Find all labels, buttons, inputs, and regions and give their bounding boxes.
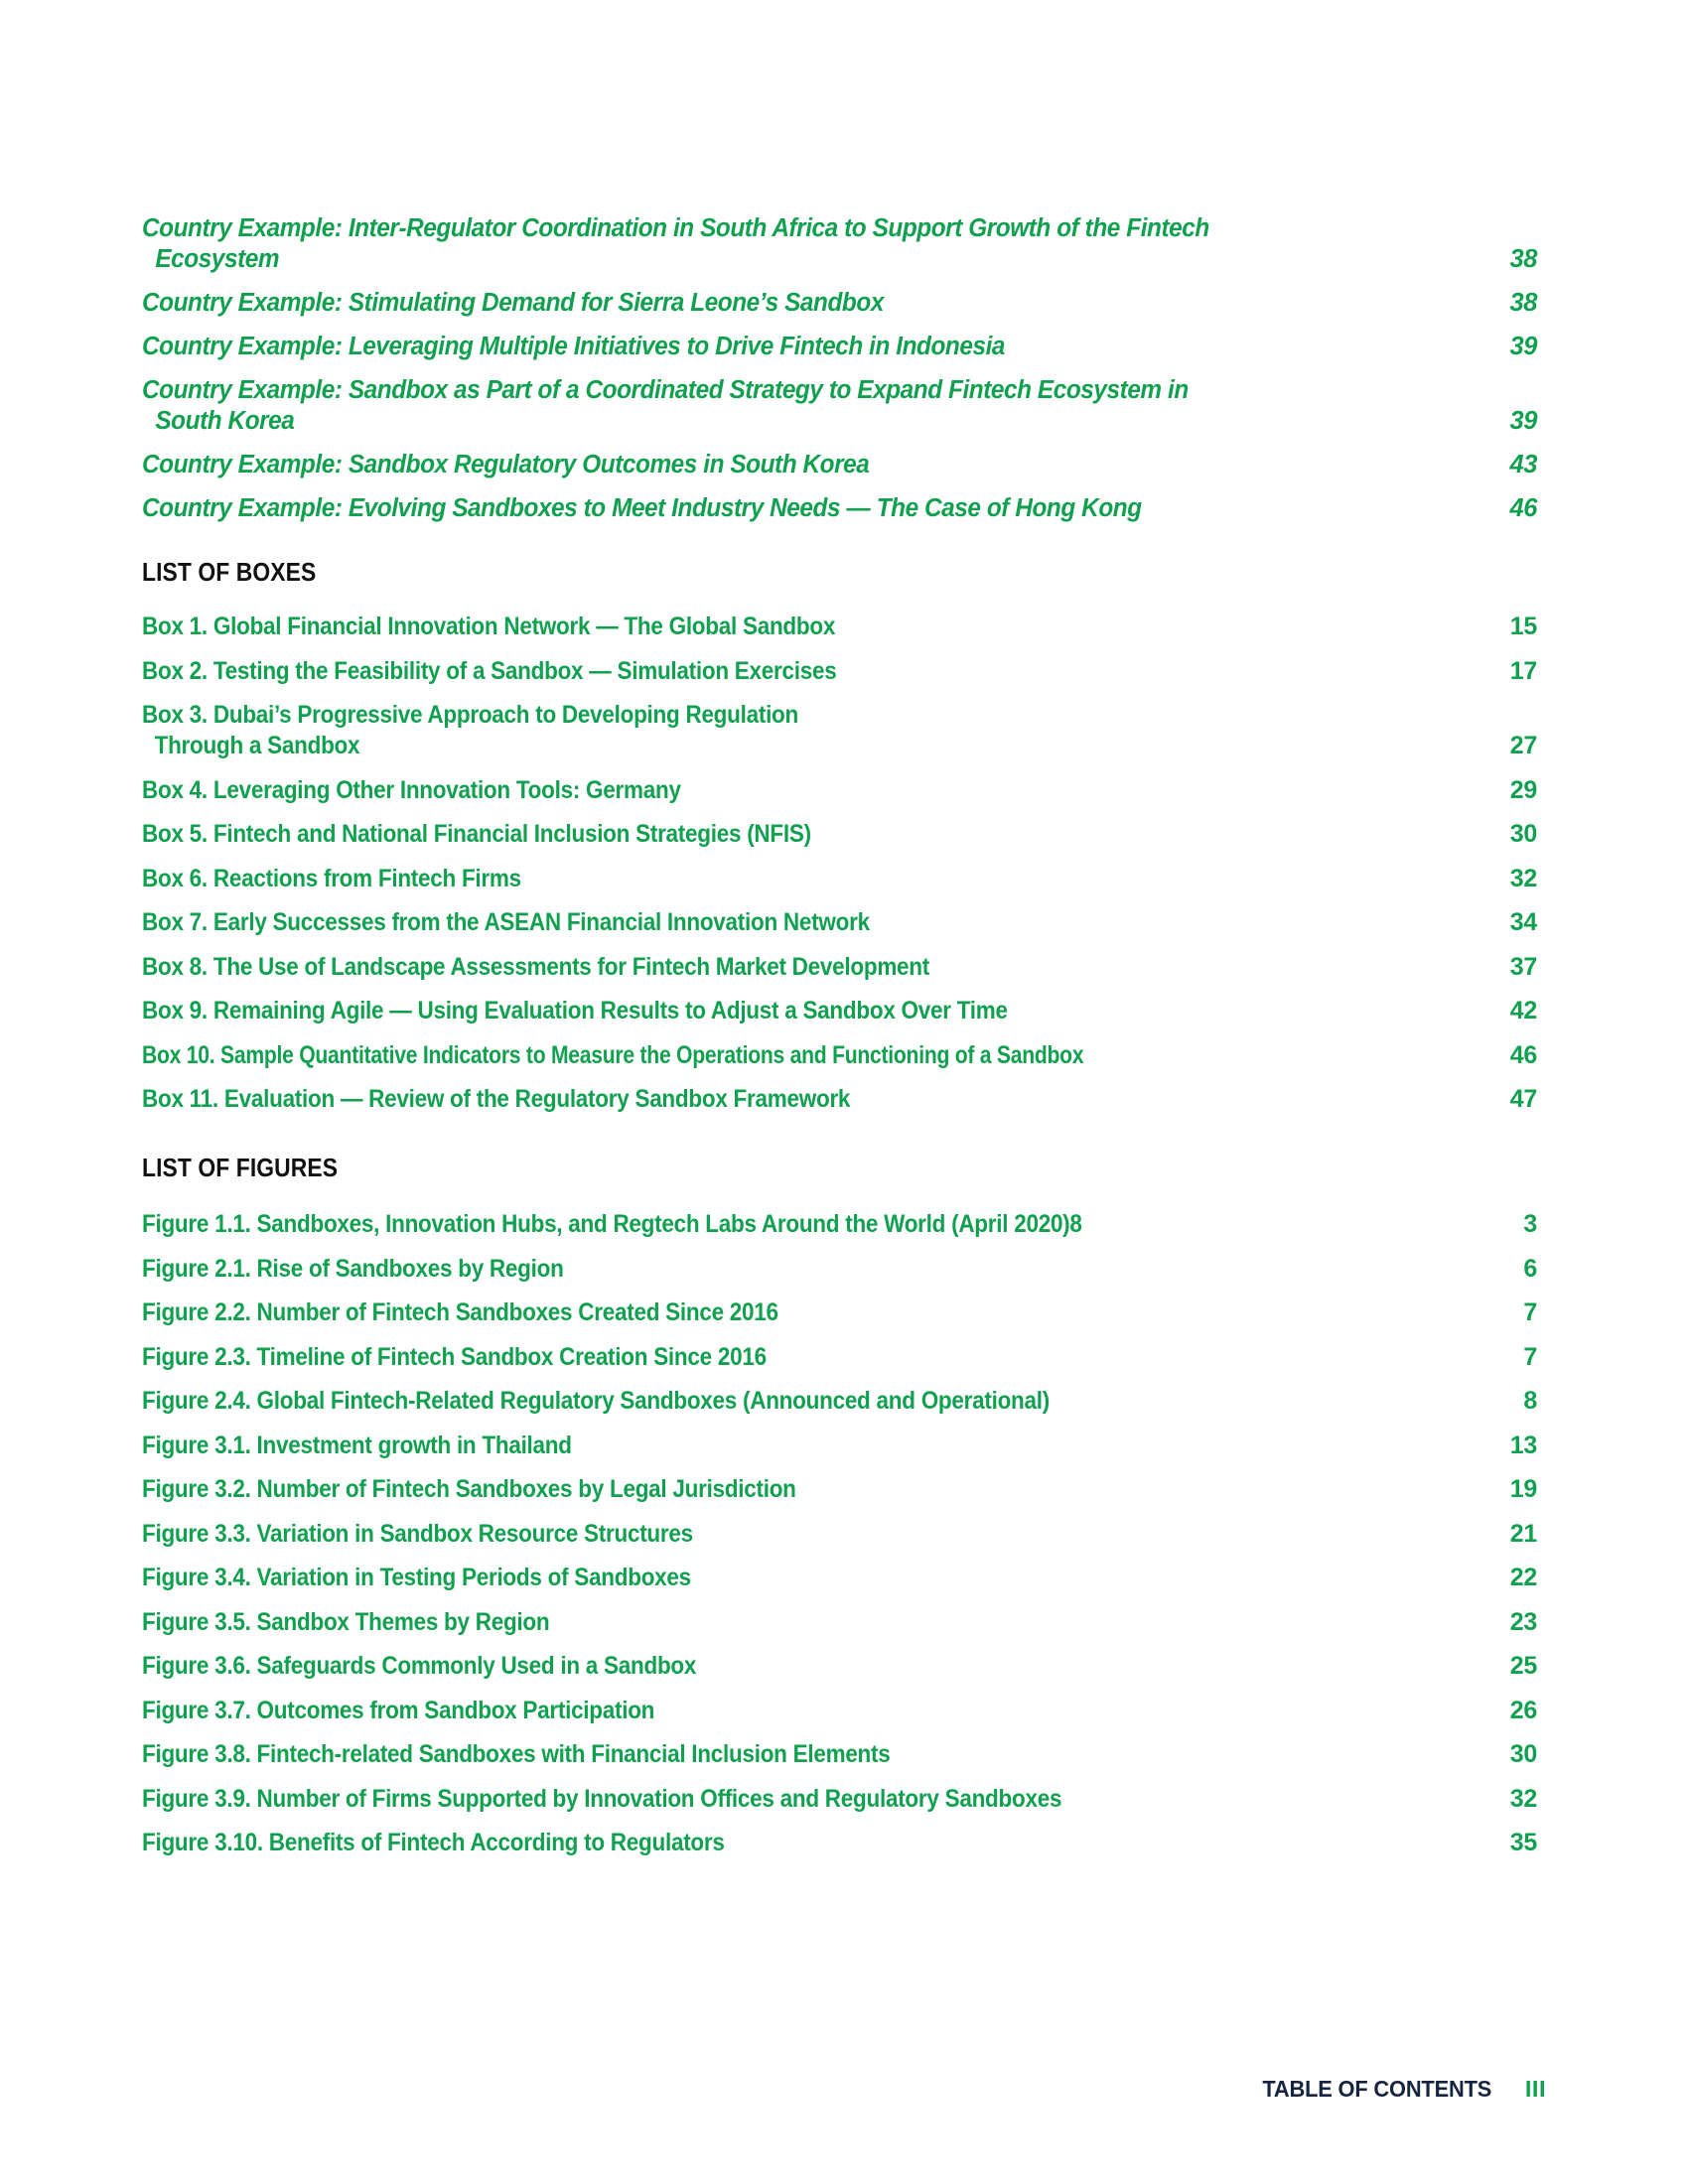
toc-entry[interactable] (142, 1607, 1537, 1638)
toc-entry-page-number: 43 (1509, 451, 1537, 478)
toc-entry-title-line: Figure 3.3. Variation in Sandbox Resource Structures (142, 1519, 693, 1548)
toc-entry-title (142, 952, 951, 983)
toc-entry-title (142, 1696, 676, 1726)
toc-entry-page-number: 32 (1509, 1784, 1537, 1813)
toc-entry-title (142, 213, 1232, 275)
page-footer (0, 2076, 1688, 2103)
toc-entry-title-line: Figure 3.2. Number of Fintech Sandboxes by Legal Jurisdiction (142, 1475, 796, 1503)
toc-entry-title-line: Box 4. Leveraging Other Innovation Tools: Germany (142, 775, 681, 804)
toc-entry[interactable] (142, 375, 1537, 437)
toc-entry[interactable] (142, 1342, 1537, 1373)
toc-entry[interactable] (142, 1084, 1537, 1115)
footer-page-number: III (1524, 2076, 1546, 2102)
toc-entry[interactable] (142, 612, 1537, 642)
toc-entry[interactable] (142, 819, 1537, 850)
toc-entry-title (142, 1386, 1071, 1417)
footer-section-label: TABLE OF CONTENTS (1262, 2076, 1491, 2102)
toc-entry-page-number: 34 (1509, 908, 1537, 936)
toc-entry-page-number: 42 (1509, 997, 1537, 1024)
toc-entry[interactable] (142, 1297, 1537, 1328)
toc-entry-page-number: 22 (1509, 1564, 1537, 1591)
toc-entry-page-number: 39 (1509, 407, 1537, 435)
toc-entry-page-number: 30 (1509, 820, 1537, 848)
toc-entry-title-line: Box 5. Fintech and National Financial Inclusion Strategies (NFIS) (142, 820, 811, 848)
toc-entry-title (142, 1297, 799, 1328)
toc-entry-title (142, 907, 891, 938)
list-of-figures-heading: LIST OF FIGURES (142, 1153, 339, 1182)
toc-entry-page-number: 46 (1509, 494, 1537, 522)
toc-entry-page-number: 6 (1523, 1254, 1537, 1283)
toc-entry-title-line: Box 11. Evaluation — Review of the Regulatory Sandbox Framework (142, 1085, 851, 1113)
toc-entry[interactable] (142, 952, 1537, 983)
toc-entry-title-line: Figure 3.6. Safeguards Commonly Used in a Sandbox (142, 1652, 697, 1680)
toc-entry[interactable] (142, 907, 1537, 938)
toc-entry-title (142, 288, 907, 319)
toc-entry-title (142, 1739, 912, 1770)
toc-entry-page-number: 46 (1509, 1040, 1537, 1069)
toc-entry[interactable] (142, 1431, 1537, 1461)
toc-entry-title-line: Figure 2.2. Number of Fintech Sandboxes Created Since 2016 (142, 1298, 778, 1326)
toc-entry-title (142, 1651, 718, 1682)
toc-entry-title-line: Figure 2.4. Global Fintech-Related Regulatory Sandboxes (Announced and Operational) (142, 1387, 1050, 1415)
toc-entry[interactable] (142, 864, 1537, 894)
toc-entry-title (142, 493, 1165, 524)
toc-entry[interactable] (142, 288, 1537, 319)
toc-entry[interactable] (142, 1254, 1537, 1285)
toc-entry-title-line: Figure 3.7. Outcomes from Sandbox Participation (142, 1696, 655, 1724)
toc-entry-title (142, 612, 857, 642)
toc-entry-page-number: 7 (1523, 1342, 1537, 1371)
toc-entry-page-number: 38 (1509, 245, 1537, 273)
boxes-list (142, 612, 1537, 1115)
toc-entry-title-line: Figure 2.3. Timeline of Fintech Sandbox Creation Since 2016 (142, 1342, 767, 1371)
toc-entry[interactable] (142, 1474, 1537, 1505)
toc-entry[interactable] (142, 450, 1537, 480)
toc-entry[interactable] (142, 1519, 1537, 1550)
toc-content (142, 213, 1537, 1872)
toc-entry-title-line: Box 7. Early Successes from the ASEAN Financial Innovation Network (142, 908, 870, 936)
toc-entry[interactable] (142, 775, 1537, 806)
toc-entry-title-line: Country Example: Evolving Sandboxes to Meet Industry Needs — The Case of Hong Kong (142, 494, 1142, 522)
toc-entry-title (142, 375, 1211, 437)
toc-entry[interactable] (142, 1563, 1537, 1593)
toc-entry[interactable] (142, 996, 1537, 1026)
toc-entry[interactable] (142, 656, 1537, 687)
toc-entry-title (142, 1431, 593, 1461)
toc-entry-page-number: 39 (1509, 333, 1537, 360)
toc-entry-title-line: Country Example: Leveraging Multiple Initiatives to Drive Fintech in Indonesia (142, 333, 1006, 360)
toc-entry-title-line: Figure 3.10. Benefits of Fintech According to Regulators (142, 1829, 725, 1856)
toc-entry-page-number: 26 (1509, 1696, 1537, 1724)
toc-entry-title-line: Country Example: Inter-Regulator Coordination in South Africa to Support Growth of the Fintech (142, 214, 1209, 242)
toc-entry-page-number: 8 (1523, 1387, 1537, 1415)
toc-entry-title-line: Figure 1.1. Sandboxes, Innovation Hubs, and Regtech Labs Around the World (April 2020)8 (142, 1210, 1082, 1238)
toc-entry-page-number: 29 (1509, 775, 1537, 804)
toc-entry-title (142, 1254, 585, 1285)
toc-entry[interactable] (142, 1784, 1537, 1815)
toc-entry-title (142, 996, 1029, 1026)
toc-entry-page-number: 21 (1509, 1519, 1537, 1548)
toc-entry[interactable] (142, 1828, 1537, 1858)
toc-entry-title-continuation: South Korea (155, 407, 295, 435)
toc-entry-title-continuation: Ecosystem (155, 245, 280, 273)
toc-entry-page-number: 7 (1523, 1298, 1537, 1326)
toc-entry-title-line: Box 6. Reactions from Fintech Firms (142, 864, 521, 892)
list-of-boxes-heading: LIST OF BOXES (142, 557, 317, 587)
toc-entry-title (142, 819, 832, 850)
toc-entry-title-line: Country Example: Sandbox as Part of a Coordinated Strategy to Expand Fintech Ecosystem in (142, 376, 1189, 404)
toc-entry-title-line: Box 2. Testing the Feasibility of a Sandbox — Simulation Exercises (142, 656, 837, 685)
toc-entry-title (142, 1828, 746, 1858)
toc-entry[interactable] (142, 1739, 1537, 1770)
toc-entry-page-number: 38 (1509, 289, 1537, 317)
toc-entry-title (142, 656, 858, 687)
toc-entry-title (142, 700, 820, 761)
toc-entry-page-number: 13 (1509, 1431, 1537, 1459)
toc-entry[interactable] (142, 1209, 1537, 1240)
toc-entry-title (142, 864, 542, 894)
toc-entry-title-line: Box 1. Global Financial Innovation Network — The Global Sandbox (142, 613, 836, 640)
toc-entry[interactable] (142, 332, 1537, 362)
toc-entry-title (142, 1519, 714, 1550)
toc-entry[interactable] (142, 1651, 1537, 1682)
toc-entry-title-line: Box 3. Dubai’s Progressive Approach to Developing Regulation (142, 701, 799, 729)
toc-entry-page-number: 27 (1509, 732, 1537, 759)
country-example-list (142, 213, 1537, 524)
toc-entry[interactable] (142, 1696, 1537, 1726)
figures-list (142, 1209, 1537, 1858)
toc-entry[interactable] (142, 1040, 1537, 1071)
toc-entry-page-number: 35 (1509, 1829, 1537, 1856)
toc-entry-title-line: Country Example: Sandbox Regulatory Outcomes in South Korea (142, 451, 870, 478)
toc-entry-title (142, 1084, 872, 1115)
toc-entry-page-number: 37 (1509, 952, 1537, 981)
toc-entry-title (142, 450, 892, 480)
toc-entry-title-line: Figure 3.8. Fintech-related Sandboxes with Financial Inclusion Elements (142, 1740, 891, 1768)
toc-entry[interactable] (142, 700, 1537, 761)
toc-entry[interactable] (142, 1386, 1537, 1417)
toc-entry-page-number: 19 (1509, 1475, 1537, 1503)
toc-entry-title-continuation: Through a Sandbox (154, 732, 360, 759)
toc-entry-title-line: Box 9. Remaining Agile — Using Evaluation Results to Adjust a Sandbox Over Time (142, 997, 1008, 1024)
toc-entry-title (142, 1342, 787, 1373)
toc-entry-title (142, 1209, 1103, 1240)
toc-entry-title-line: Figure 2.1. Rise of Sandboxes by Region (142, 1254, 564, 1283)
toc-entry[interactable] (142, 493, 1537, 524)
toc-entry-title-line: Box 10. Sample Quantitative Indicators to Measure the Operations and Functioning of a Sandbox (142, 1040, 1084, 1069)
toc-entry-title-line: Box 8. The Use of Landscape Assessments for Fintech Market Development (142, 952, 930, 981)
toc-entry-page-number: 23 (1509, 1607, 1537, 1636)
toc-entry-page-number: 25 (1509, 1652, 1537, 1680)
toc-entry-title-line: Figure 3.1. Investment growth in Thailand (142, 1431, 572, 1459)
toc-entry-page-number: 32 (1509, 864, 1537, 892)
toc-entry-page-number: 47 (1509, 1085, 1537, 1113)
toc-entry-title (142, 1563, 712, 1593)
toc-entry-title (142, 775, 702, 806)
toc-entry-title (142, 1474, 817, 1505)
toc-entry-title (142, 1040, 1104, 1071)
toc-entry-title-line: Country Example: Stimulating Demand for Sierra Leone’s Sandbox (142, 289, 884, 317)
toc-entry-title-line: Figure 3.9. Number of Firms Supported by Innovation Offices and Regulatory Sandboxes (142, 1784, 1062, 1813)
toc-entry-page-number: 17 (1509, 656, 1537, 685)
toc-entry-title (142, 332, 1028, 362)
toc-entry-title (142, 1607, 571, 1638)
toc-entry[interactable] (142, 213, 1537, 275)
toc-entry-title-line: Figure 3.5. Sandbox Themes by Region (142, 1607, 550, 1636)
toc-entry-page-number: 3 (1523, 1210, 1537, 1238)
toc-entry-title-line: Figure 3.4. Variation in Testing Periods of Sandboxes (142, 1564, 691, 1591)
toc-entry-page-number: 30 (1509, 1740, 1537, 1768)
toc-entry-page-number: 15 (1509, 613, 1537, 640)
toc-entry-title (142, 1784, 1083, 1815)
